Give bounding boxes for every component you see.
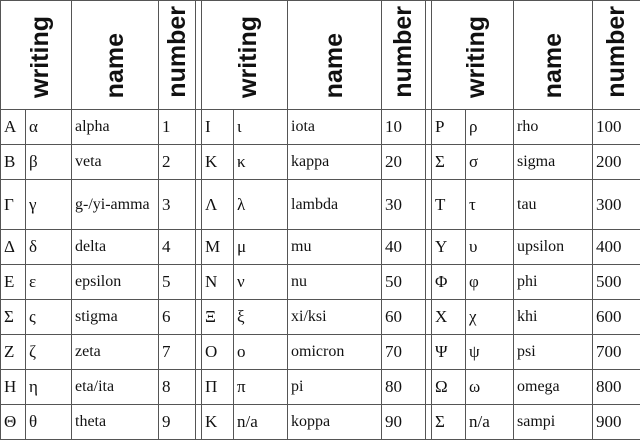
table-row — [1, 405, 640, 440]
lower-letter: κ — [234, 145, 288, 180]
upper-letter: Ο — [202, 335, 234, 370]
numeric-value: 70 — [382, 335, 426, 370]
upper-letter: Ω — [432, 370, 466, 405]
lower-letter: ε — [26, 265, 72, 300]
lower-letter: ο — [234, 335, 288, 370]
letter-name: delta — [72, 230, 159, 265]
lower-letter: μ — [234, 230, 288, 265]
numeric-value: 4 — [159, 230, 196, 265]
header-number: number — [382, 1, 426, 110]
numeric-value: 2 — [159, 145, 196, 180]
upper-letter: Ψ — [432, 335, 466, 370]
lower-letter: ρ — [466, 110, 514, 145]
lower-letter: γ — [26, 180, 72, 230]
upper-letter: Β — [1, 145, 26, 180]
table-row — [1, 230, 640, 265]
table-row — [1, 145, 640, 180]
letter-name: veta — [72, 145, 159, 180]
numeric-value: 9 — [159, 405, 196, 440]
table-row — [1, 180, 640, 230]
upper-letter: Α — [1, 110, 26, 145]
upper-letter: Θ — [1, 405, 26, 440]
numeric-value: 600 — [593, 300, 640, 335]
numeric-value: 200 — [593, 145, 640, 180]
letter-name: theta — [72, 405, 159, 440]
numeric-value: 100 — [593, 110, 640, 145]
letter-name: phi — [514, 265, 593, 300]
letter-name: mu — [288, 230, 382, 265]
upper-letter: Κ — [202, 405, 234, 440]
table-row — [1, 300, 640, 335]
numeric-value: 700 — [593, 335, 640, 370]
letter-name: khi — [514, 300, 593, 335]
upper-letter: Φ — [432, 265, 466, 300]
numeric-value: 60 — [382, 300, 426, 335]
upper-letter: Κ — [202, 145, 234, 180]
numeric-value: 500 — [593, 265, 640, 300]
numeric-value: 30 — [382, 180, 426, 230]
numeric-value: 50 — [382, 265, 426, 300]
numeric-value: 90 — [382, 405, 426, 440]
table-row — [1, 335, 640, 370]
letter-name: sampi — [514, 405, 593, 440]
table-row — [1, 265, 640, 300]
letter-name: zeta — [72, 335, 159, 370]
letter-name: koppa — [288, 405, 382, 440]
header-writing: writing — [432, 1, 514, 110]
numeric-value: 10 — [382, 110, 426, 145]
letter-name: stigma — [72, 300, 159, 335]
numeric-value: 7 — [159, 335, 196, 370]
lower-letter: π — [234, 370, 288, 405]
upper-letter: Σ — [1, 300, 26, 335]
lower-letter: φ — [466, 265, 514, 300]
header-name: name — [72, 1, 159, 110]
letter-name: omega — [514, 370, 593, 405]
numeric-value: 1 — [159, 110, 196, 145]
letter-name: epsilon — [72, 265, 159, 300]
upper-letter: Σ — [432, 405, 466, 440]
lower-letter: ξ — [234, 300, 288, 335]
lower-letter: δ — [26, 230, 72, 265]
header-name: name — [514, 1, 593, 110]
letter-name: alpha — [72, 110, 159, 145]
numeric-value: 5 — [159, 265, 196, 300]
numeric-value: 900 — [593, 405, 640, 440]
letter-name: kappa — [288, 145, 382, 180]
letter-name: xi/ksi — [288, 300, 382, 335]
lower-letter: χ — [466, 300, 514, 335]
lower-letter: ζ — [26, 335, 72, 370]
lower-letter: n/a — [234, 405, 288, 440]
upper-letter: Ν — [202, 265, 234, 300]
table-row — [1, 370, 640, 405]
letter-name: upsilon — [514, 230, 593, 265]
letter-name: g-/yi-amma — [72, 180, 159, 230]
header-name: name — [288, 1, 382, 110]
upper-letter: Ξ — [202, 300, 234, 335]
upper-letter: Ι — [202, 110, 234, 145]
numeric-value: 300 — [593, 180, 640, 230]
lower-letter: α — [26, 110, 72, 145]
lower-letter: n/a — [466, 405, 514, 440]
upper-letter: Λ — [202, 180, 234, 230]
upper-letter: Χ — [432, 300, 466, 335]
upper-letter: Ρ — [432, 110, 466, 145]
upper-letter: Δ — [1, 230, 26, 265]
header-number: number — [159, 1, 196, 110]
header-writing: writing — [202, 1, 288, 110]
numeric-value: 6 — [159, 300, 196, 335]
numeric-value: 20 — [382, 145, 426, 180]
numeric-value: 40 — [382, 230, 426, 265]
lower-letter: τ — [466, 180, 514, 230]
lower-letter: λ — [234, 180, 288, 230]
upper-letter: Π — [202, 370, 234, 405]
header-row — [1, 1, 640, 110]
header-number: number — [593, 1, 640, 110]
lower-letter: θ — [26, 405, 72, 440]
lower-letter: ι — [234, 110, 288, 145]
upper-letter: Σ — [432, 145, 466, 180]
upper-letter: Τ — [432, 180, 466, 230]
upper-letter: Μ — [202, 230, 234, 265]
lower-letter: ν — [234, 265, 288, 300]
letter-name: eta/ita — [72, 370, 159, 405]
numeric-value: 400 — [593, 230, 640, 265]
upper-letter: Γ — [1, 180, 26, 230]
lower-letter: η — [26, 370, 72, 405]
numeric-value: 800 — [593, 370, 640, 405]
upper-letter: Η — [1, 370, 26, 405]
upper-letter: Υ — [432, 230, 466, 265]
upper-letter: Ε — [1, 265, 26, 300]
numeric-value: 80 — [382, 370, 426, 405]
letter-name: pi — [288, 370, 382, 405]
numeric-value: 8 — [159, 370, 196, 405]
letter-name: rho — [514, 110, 593, 145]
table-row — [1, 110, 640, 145]
letter-name: sigma — [514, 145, 593, 180]
letter-name: lambda — [288, 180, 382, 230]
lower-letter: ς — [26, 300, 72, 335]
header-writing: writing — [1, 1, 72, 110]
lower-letter: σ — [466, 145, 514, 180]
lower-letter: β — [26, 145, 72, 180]
lower-letter: υ — [466, 230, 514, 265]
letter-name: tau — [514, 180, 593, 230]
letter-name: psi — [514, 335, 593, 370]
letter-name: iota — [288, 110, 382, 145]
lower-letter: ψ — [466, 335, 514, 370]
lower-letter: ω — [466, 370, 514, 405]
letter-name: omicron — [288, 335, 382, 370]
numeric-value: 3 — [159, 180, 196, 230]
letter-name: nu — [288, 265, 382, 300]
upper-letter: Ζ — [1, 335, 26, 370]
